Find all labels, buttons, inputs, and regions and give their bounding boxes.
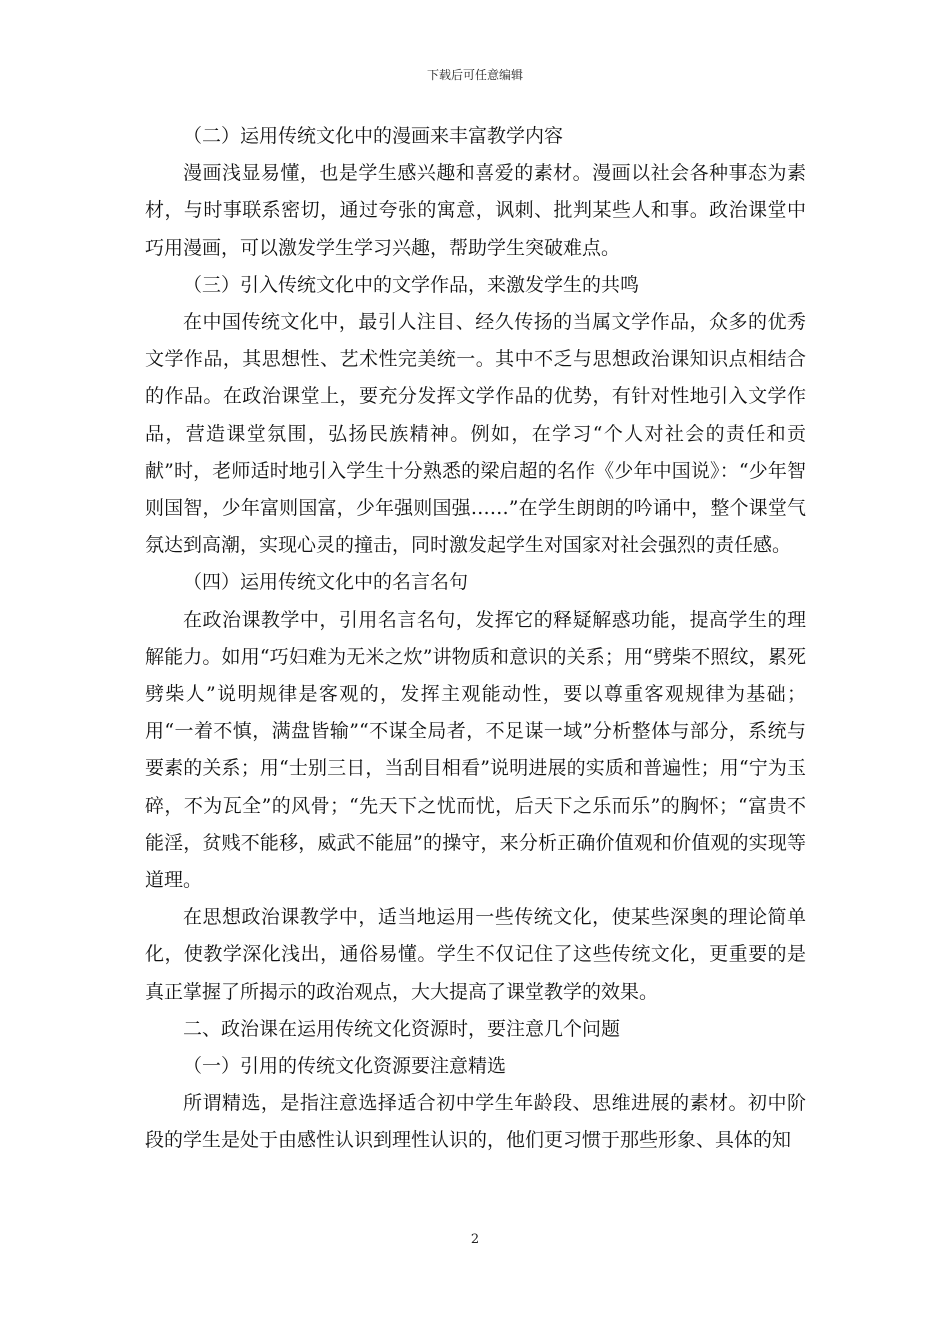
paragraph-comics: 漫画浅显易懂，也是学生感兴趣和喜爱的素材。漫画以社会各种事态为素材，与时事联系密切，通过夸张的寓意，讽刺、批判某些人和事。政治课堂中巧用漫画，可以激发学生学习兴趣，帮助学生突破难点。 (145, 162, 806, 259)
section-heading-comics: （二）运用传统文化中的漫画来丰富教学内容 (183, 125, 564, 147)
paragraph-selection: 所谓精选，是指注意选择适合初中学生年龄段、思维进展的素材。初中阶段的学生是处于由感性认识到理性认识的，他们更习惯于那些形象、具体的知 (145, 1092, 806, 1152)
subsection-heading-selection: （一）引用的传统文化资源要注意精选 (183, 1055, 507, 1078)
page-number: 2 (470, 1232, 480, 1247)
page-header-note: 下载后可任意编辑 (426, 68, 523, 82)
section-heading-literature: （三）引入传统文化中的文学作品，来激发学生的共鸣 (183, 273, 640, 296)
section-heading-issues: 二、政治课在运用传统文化资源时，要注意几个问题 (183, 1017, 621, 1040)
paragraph-literature: 在中国传统文化中，最引人注目、经久传扬的当属文学作品，众多的优秀文学作品，其思想性、艺术性完美统一。其中不乏与思想政治课知识点相结合的作品。在政治课堂上，要充分发挥文学作品的优势，有针对性地引入文学作品，营造课堂氛围，弘扬民族精神。例如，在学习“个人对社会的责任和贡献”时，老师适时地引入学生十分熟悉的梁启超的名作《少年中国说》：“少年智则国智，少年富则国富，少年强则国强……”在学生朗朗的吟诵中，整个课堂气氛达到高潮，实现心灵的撞击，同时激发起学生对国家对社会强烈的责任感。 (145, 311, 806, 557)
paragraph-quotes: 在政治课教学中，引用名言名句，发挥它的释疑解惑功能，提高学生的理解能力。如用“巧妇难为无米之炊”讲物质和意识的关系；用“劈柴不照纹，累死劈柴人”说明规律是客观的，发挥主观能动性，要以尊重客观规律为基础；用“一着不慎，满盘皆输”“不谋全局者，不足谋一域”分析整体与部分，系统与要素的关系；用“士别三日，当刮目相看”说明进展的实质和普遍性；用“宁为玉碎，不为瓦全”的风骨；“先天下之忧而忧，后天下之乐而乐”的胸怀；“富贵不能淫，贫贱不能移，威武不能屈”的操守，来分析正确价值观和价值观的实现等道理。 (145, 608, 806, 892)
document-body (145, 118, 806, 1160)
paragraph-summary: 在思想政治课教学中，适当地运用一些传统文化，使某些深奥的理论简单化，使教学深化浅出，通俗易懂。学生不仅记住了这些传统文化，更重要的是真正掌握了所揭示的政治观点，大大提高了课堂教学的效果。 (145, 906, 806, 1003)
section-heading-quotes: （四）运用传统文化中的名言名句 (183, 571, 469, 594)
